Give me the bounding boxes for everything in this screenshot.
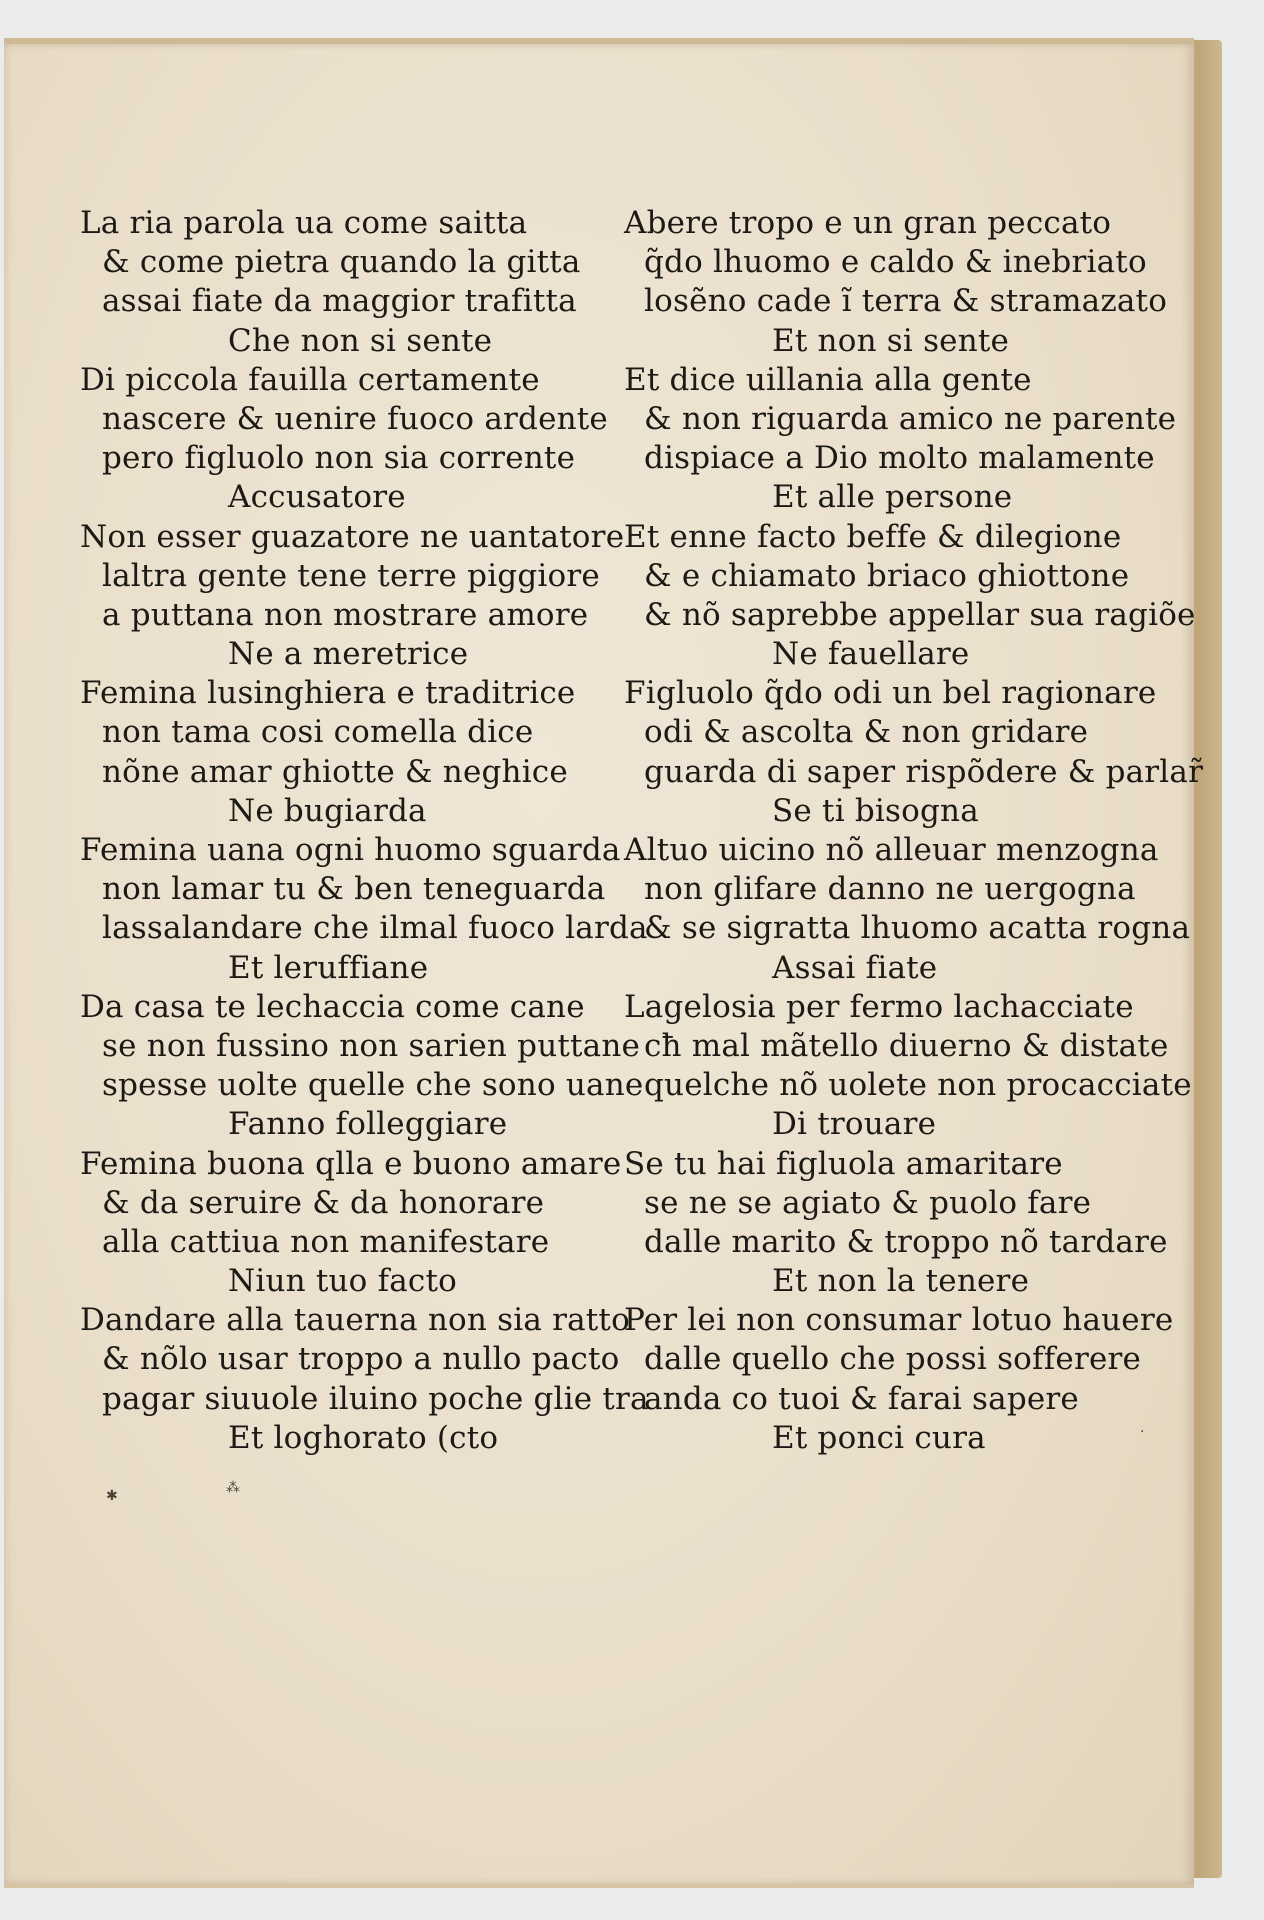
- right-verse-line: Et non si sente: [772, 322, 1010, 359]
- right-verse-line: non glifare danno ne uergogna: [644, 871, 1136, 908]
- right-verse-line: Et non la tenere: [772, 1263, 1030, 1300]
- ink-speck: ✱: [106, 1488, 118, 1504]
- right-verse-line: quelche nõ uolete non procacciate: [644, 1067, 1192, 1104]
- left-verse-line: se non fussino non sarien puttane: [102, 1027, 641, 1064]
- right-verse-line: & nõ saprebbe appellar sua ragiõe: [644, 596, 1196, 633]
- right-verse-line: losẽno cade ĩ terra & stramazato: [644, 283, 1168, 320]
- left-verse-line: La ria parola ua come saitta: [80, 205, 528, 241]
- right-verse-line: Et enne facto beffe & dilegione: [624, 518, 1122, 555]
- right-verse-line: & non riguarda amico ne parente: [644, 400, 1177, 437]
- right-verse-line: Et ponci cura: [772, 1419, 986, 1456]
- paper-marks: [4, 44, 1204, 1884]
- left-verse-line: Ne a meretrice: [228, 636, 469, 673]
- left-verse-line: alla cattiua non manifestare: [102, 1223, 550, 1260]
- right-verse-line: Et dice uillania alla gente: [624, 361, 1032, 398]
- left-verse-line: Femina uana ogni huomo sguarda: [80, 832, 621, 868]
- right-verse-line: Se ti bisogna: [772, 792, 979, 829]
- left-verse-line: pero figluolo non sia corrente: [102, 440, 576, 477]
- right-verse-line: Se tu hai figluola amaritare: [624, 1145, 1063, 1182]
- left-verse-line: & come pietra quando la gitta: [102, 244, 581, 281]
- left-verse-line: Fanno folleggiare: [228, 1106, 508, 1143]
- left-verse-line: Non esser guazatore ne uantatore: [80, 518, 625, 555]
- left-verse-line: a puttana non mostrare amore: [102, 596, 589, 633]
- right-verse-line: Abere tropo e un gran peccato: [624, 205, 1112, 241]
- left-verse-line: nascere & uenire fuoco ardente: [102, 400, 608, 437]
- left-verse-line: Accusatore: [228, 479, 406, 516]
- left-verse-line: Et leruffiane: [228, 949, 429, 986]
- right-verse-line: cħ mal mãtello diuerno & distate: [644, 1027, 1169, 1064]
- left-verse-line: laltra gente tene terre piggiore: [102, 557, 600, 594]
- left-verse-line: nõne amar ghiotte & neghice: [102, 753, 568, 790]
- right-verse-line: dalle quello che possi sofferere: [644, 1341, 1142, 1378]
- right-verse-line: Assai fiate: [772, 949, 938, 986]
- left-verse-line: Et loghorato (cto: [228, 1419, 499, 1456]
- left-verse-line: Che non si sente: [228, 322, 493, 359]
- ink-speck: ⁂: [226, 1480, 240, 1496]
- right-verse-line: dispiace a Dio molto malamente: [644, 440, 1155, 477]
- right-verse-line: Lagelosia per fermo lachacciate: [624, 988, 1134, 1025]
- left-verse-line: assai fiate da maggior trafitta: [102, 283, 577, 320]
- left-verse-line: & da seruire & da honorare: [102, 1184, 545, 1221]
- right-verse-line: & e chiamato briaco ghiottone: [644, 557, 1130, 594]
- left-verse-line: Dandare alla tauerna non sia ratto: [80, 1302, 630, 1339]
- left-verse-line: & nõlo usar troppo a nullo pacto: [102, 1341, 620, 1378]
- left-verse-line: lassalandare che ilmal fuoco larda: [102, 910, 648, 947]
- right-verse-line: Altuo uicino nõ alleuar menzogna: [624, 832, 1159, 868]
- left-verse-line: spesse uolte quelle che sono uane: [102, 1067, 644, 1104]
- right-verse-line: dalle marito & troppo nõ tardare: [644, 1223, 1168, 1260]
- left-verse-line: non lamar tu & ben teneguarda: [102, 871, 606, 908]
- book-page: [4, 38, 1204, 1888]
- left-verse-line: Ne bugiarda: [228, 792, 427, 829]
- ink-speck: ·: [1140, 1424, 1145, 1440]
- right-verse-line: & se sigratta lhuomo acatta rogna: [644, 910, 1191, 947]
- right-verse-line: Ne fauellare: [772, 636, 970, 673]
- right-verse-line: Et alle persone: [772, 479, 1013, 516]
- right-verse-line: guarda di saper rispõdere & parlar̃: [644, 753, 1204, 790]
- right-verse-line: se ne se agiato & puolo fare: [644, 1184, 1092, 1221]
- right-verse-line: Di trouare: [772, 1106, 937, 1143]
- left-verse-line: Di piccola fauilla certamente: [80, 361, 540, 398]
- left-verse-line: non tama cosi comella dice: [102, 714, 534, 751]
- left-verse-line: Da casa te lechaccia come cane: [80, 988, 585, 1025]
- left-verse-line: Femina buona qlla e buono amare: [80, 1145, 622, 1182]
- right-verse-line: q̃do lhuomo e caldo & inebriato: [644, 244, 1147, 281]
- left-verse-line: pagar siuuole iluino poche glie tra: [102, 1380, 649, 1417]
- right-verse-line: Per lei non consumar lotuo hauere: [624, 1302, 1174, 1339]
- left-verse-line: Niun tuo facto: [228, 1263, 458, 1300]
- right-verse-line: anda co tuoi & farai sapere: [644, 1380, 1079, 1417]
- left-verse-line: Femina lusinghiera e traditrice: [80, 675, 576, 712]
- right-verse-line: Figluolo q̃do odi un bel ragionare: [624, 675, 1157, 712]
- right-verse-line: odi & ascolta & non gridare: [644, 714, 1089, 751]
